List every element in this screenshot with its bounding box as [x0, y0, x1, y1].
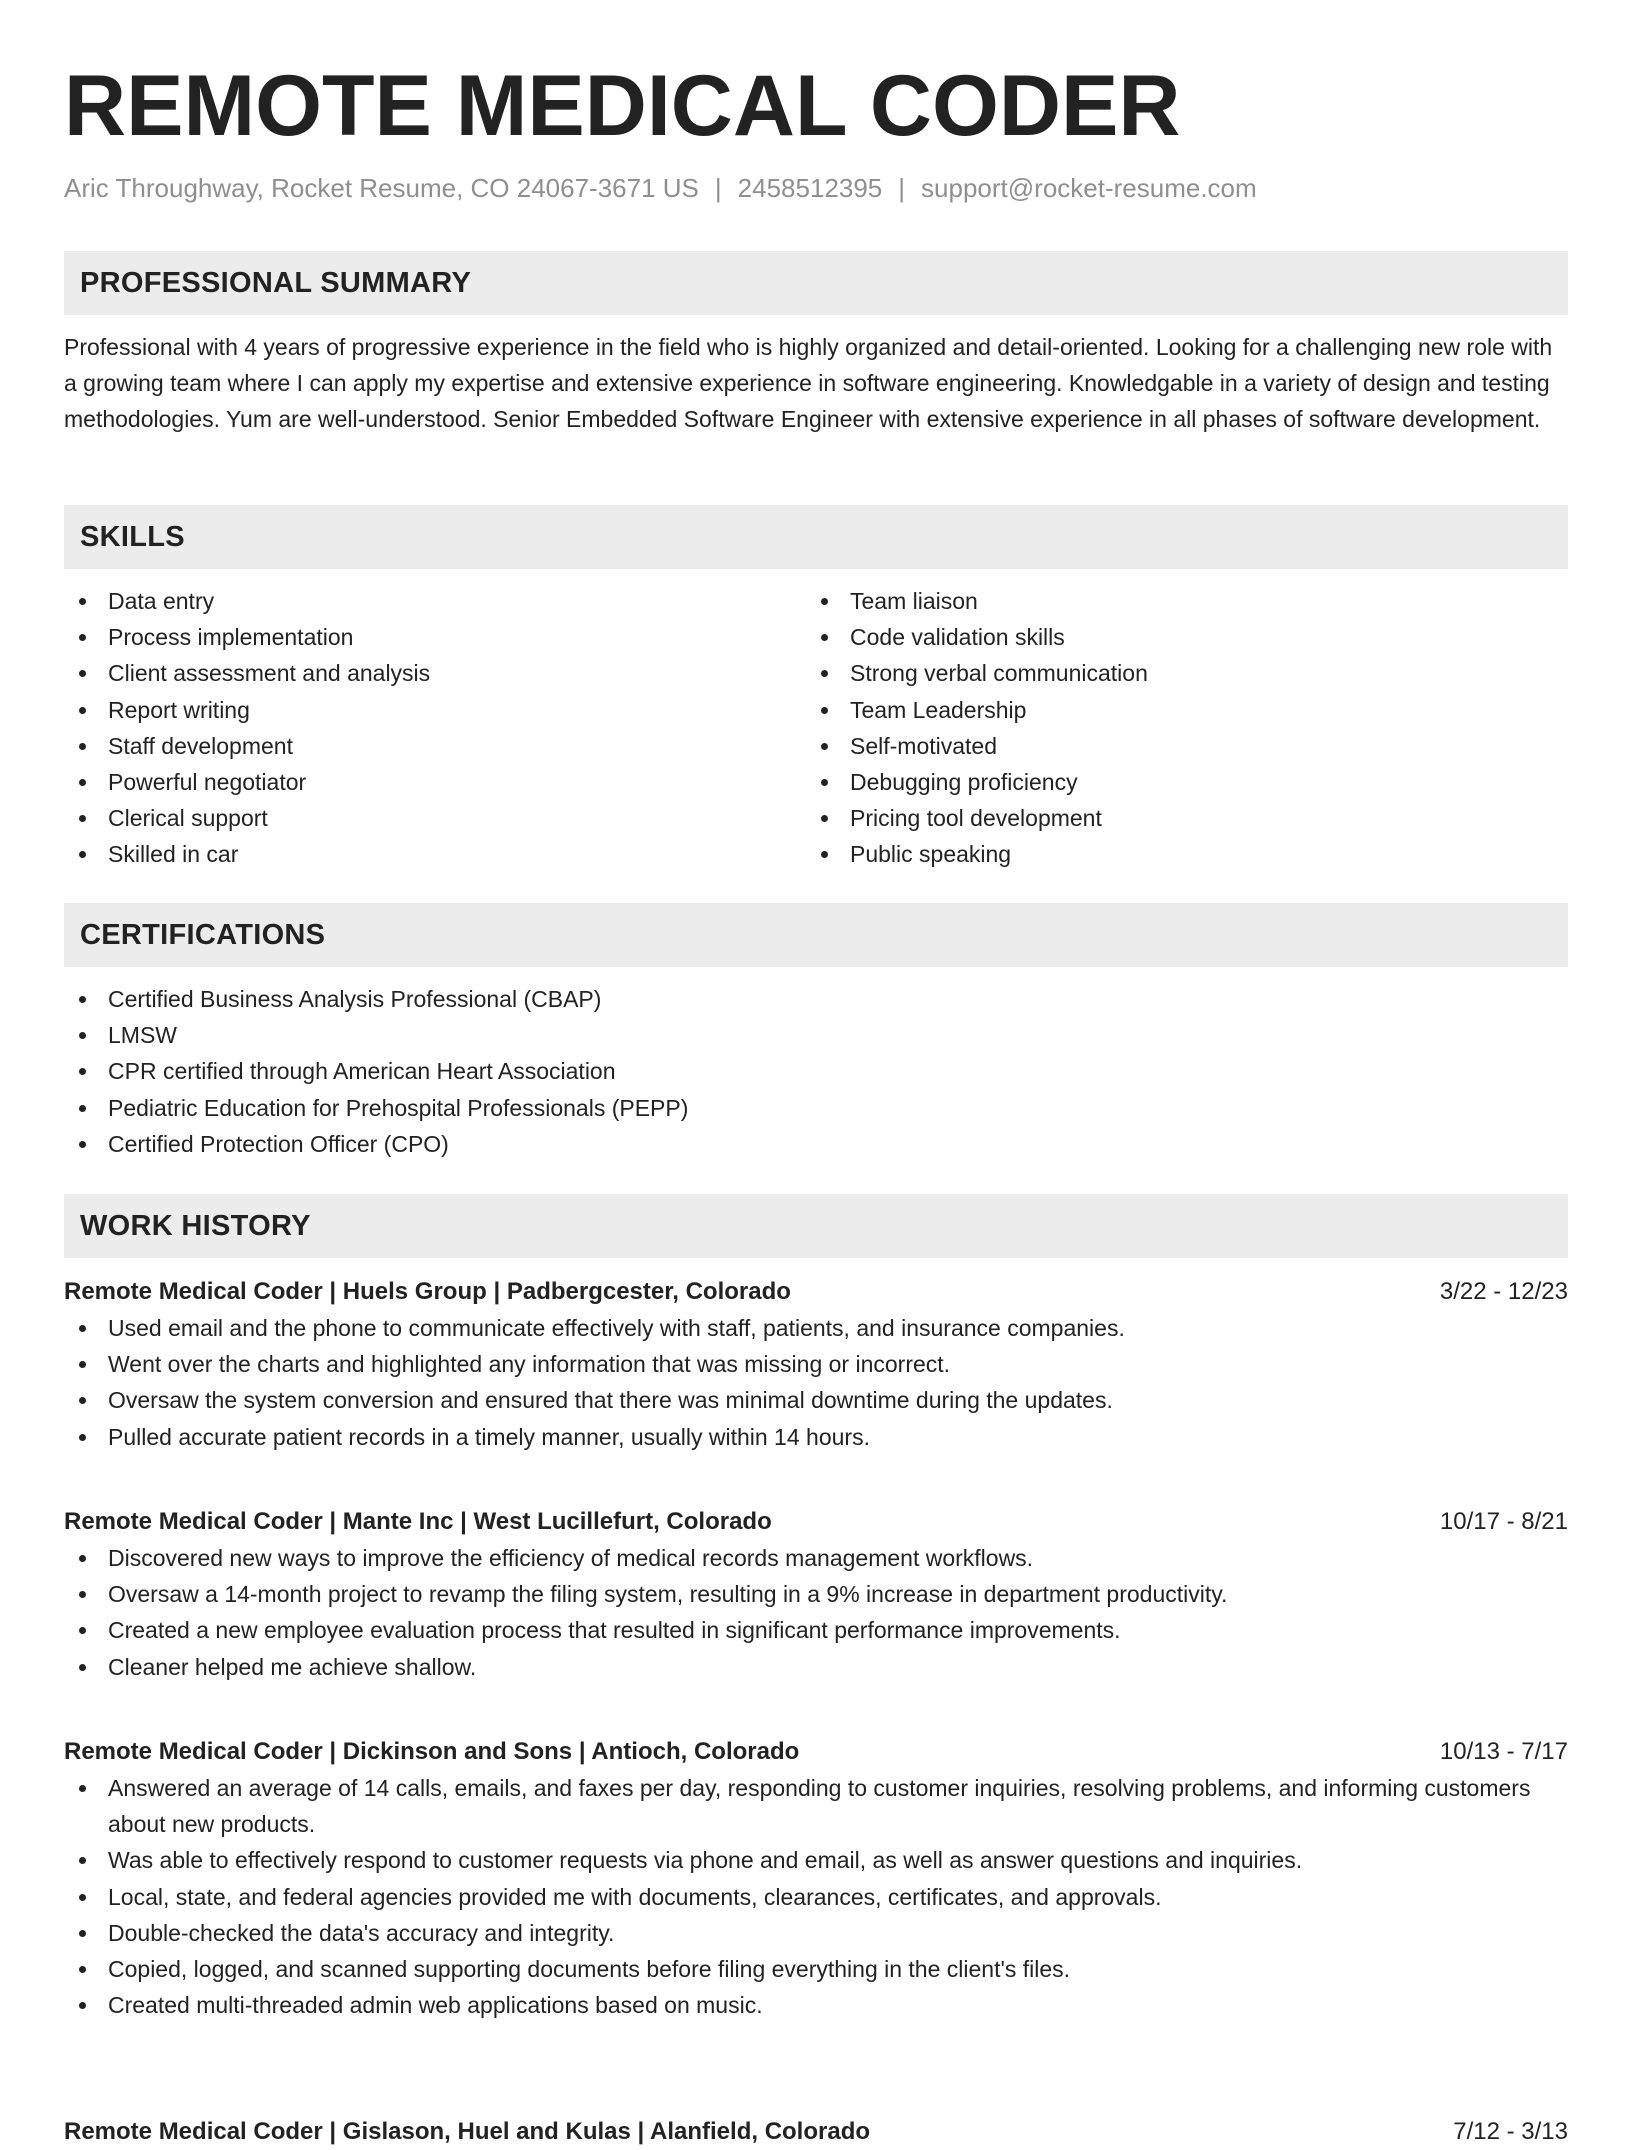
job-heading-row: [64, 2114, 1568, 2150]
skill-item: Process implementation: [64, 619, 806, 655]
contact-line: [64, 170, 1568, 206]
skills-section: [64, 505, 1568, 873]
job-entry: [64, 1504, 1568, 1685]
job-dates: 7/12 - 3/13: [1453, 2118, 1568, 2145]
skill-item: Clerical support: [64, 800, 806, 836]
job-entry: [64, 1734, 1568, 2023]
contact-separator: |: [714, 173, 722, 203]
job-bullet: Used email and the phone to communicate effectively with staff, patients, and insurance companies.: [64, 1310, 1568, 1346]
skill-item: Team Leadership: [806, 692, 1548, 728]
summary-section: [64, 251, 1568, 437]
certification-item: Pediatric Education for Prehospital Professionals (PEPP): [64, 1090, 1568, 1126]
job-entry: [64, 2114, 1568, 2150]
job-dates: 3/22 - 12/23: [1439, 1278, 1568, 1305]
job-bullet: Cleaner helped me achieve shallow.: [64, 1649, 1568, 1685]
summary-text: Professional with 4 years of progressive experience in the field who is highly organized and detail-oriented. Looking for a challenging new role with a growing team where I can apply my expertise and extensive experience in software engineering. Knowledgable in a variety of design and testing methodologies. Yum are well-understood. Senior Embedded Software Engineer with extensive experience in all phases of software development.: [64, 334, 1553, 432]
job-bullet: Created multi-threaded admin web applications based on music.: [64, 1987, 1568, 2023]
job-bullet: Oversaw the system conversion and ensured that there was minimal downtime during the updates.: [64, 1382, 1568, 1418]
job-entry: [64, 1274, 1568, 1455]
job-title: Remote Medical Coder | Huels Group | Padbergcester, Colorado: [64, 1278, 791, 1305]
summary-header: PROFESSIONAL SUMMARY: [64, 251, 1568, 315]
skill-item: Team liaison: [806, 583, 1548, 619]
skills-header: SKILLS: [64, 505, 1568, 569]
job-bullet: Discovered new ways to improve the efficiency of medical records management workflows.: [64, 1540, 1568, 1576]
skill-item: Self-motivated: [806, 728, 1548, 764]
job-dates: 10/17 - 8/21: [1439, 1508, 1568, 1535]
job-title: Remote Medical Coder | Gislason, Huel and Kulas | Alanfield, Colorado: [64, 2118, 871, 2145]
job-bullet-list: [64, 1310, 1568, 1455]
skill-item: Powerful negotiator: [64, 764, 806, 800]
certifications-list: [64, 981, 1568, 1162]
skill-item: Staff development: [64, 728, 806, 764]
job-bullet: Was able to effectively respond to customer requests via phone and email, as well as answer questions and inquiries.: [64, 1842, 1568, 1878]
skill-item: Strong verbal communication: [806, 655, 1548, 691]
contact-email: support@rocket-resume.com: [921, 173, 1257, 203]
skills-list-right: [806, 583, 1548, 873]
job-bullet: Answered an average of 14 calls, emails, and faxes per day, responding to customer inquiries, resolving problems, and informing customers about new products.: [64, 1770, 1568, 1842]
contact-phone: 2458512395: [737, 173, 883, 203]
skill-item: Debugging proficiency: [806, 764, 1548, 800]
job-bullet-list: [64, 1770, 1568, 2023]
job-title: Remote Medical Coder | Mante Inc | West Lucillefurt, Colorado: [64, 1508, 772, 1535]
job-title: Remote Medical Coder | Dickinson and Sons | Antioch, Colorado: [64, 1738, 800, 1765]
skills-list-left: [64, 583, 806, 873]
skill-item: Pricing tool development: [806, 800, 1548, 836]
skill-item: Code validation skills: [806, 619, 1548, 655]
certification-item: LMSW: [64, 1017, 1568, 1053]
skill-item: Data entry: [64, 583, 806, 619]
skill-item: Client assessment and analysis: [64, 655, 806, 691]
certification-item: Certified Business Analysis Professional (CBAP): [64, 981, 1568, 1017]
job-bullet-list: [64, 1540, 1568, 1685]
skill-item: Skilled in car: [64, 836, 806, 872]
certification-item: CPR certified through American Heart Association: [64, 1053, 1568, 1089]
skill-item: Public speaking: [806, 836, 1548, 872]
certification-item: Certified Protection Officer (CPO): [64, 1126, 1568, 1162]
job-bullet: Double-checked the data's accuracy and integrity.: [64, 1915, 1568, 1951]
job-bullet: Created a new employee evaluation process that resulted in significant performance improvements.: [64, 1612, 1568, 1648]
resume-page: [64, 0, 1568, 2145]
contact-address: Aric Throughway, Rocket Resume, CO 24067-3671 US: [64, 173, 699, 203]
contact-separator: |: [898, 173, 906, 203]
job-bullet: Copied, logged, and scanned supporting documents before filing everything in the client's files.: [64, 1951, 1568, 1987]
job-heading-row: [64, 1504, 1568, 1540]
skills-grid: [64, 583, 1568, 873]
work-history-section: [64, 1194, 1568, 2145]
work-history-header: WORK HISTORY: [64, 1194, 1568, 1258]
resume-name-title: REMOTE MEDICAL CODER: [64, 58, 1181, 154]
job-bullet: Pulled accurate patient records in a timely manner, usually within 14 hours.: [64, 1419, 1568, 1455]
job-heading-row: [64, 1274, 1568, 1310]
skill-item: Report writing: [64, 692, 806, 728]
job-bullet: Local, state, and federal agencies provided me with documents, clearances, certificates, and approvals.: [64, 1879, 1568, 1915]
certifications-header: CERTIFICATIONS: [64, 903, 1568, 967]
job-dates: 10/13 - 7/17: [1439, 1738, 1568, 1765]
certifications-section: [64, 903, 1568, 1162]
job-bullet: Oversaw a 14-month project to revamp the filing system, resulting in a 9% increase in department productivity.: [64, 1576, 1568, 1612]
job-heading-row: [64, 1734, 1568, 1770]
job-bullet: Went over the charts and highlighted any information that was missing or incorrect.: [64, 1346, 1568, 1382]
